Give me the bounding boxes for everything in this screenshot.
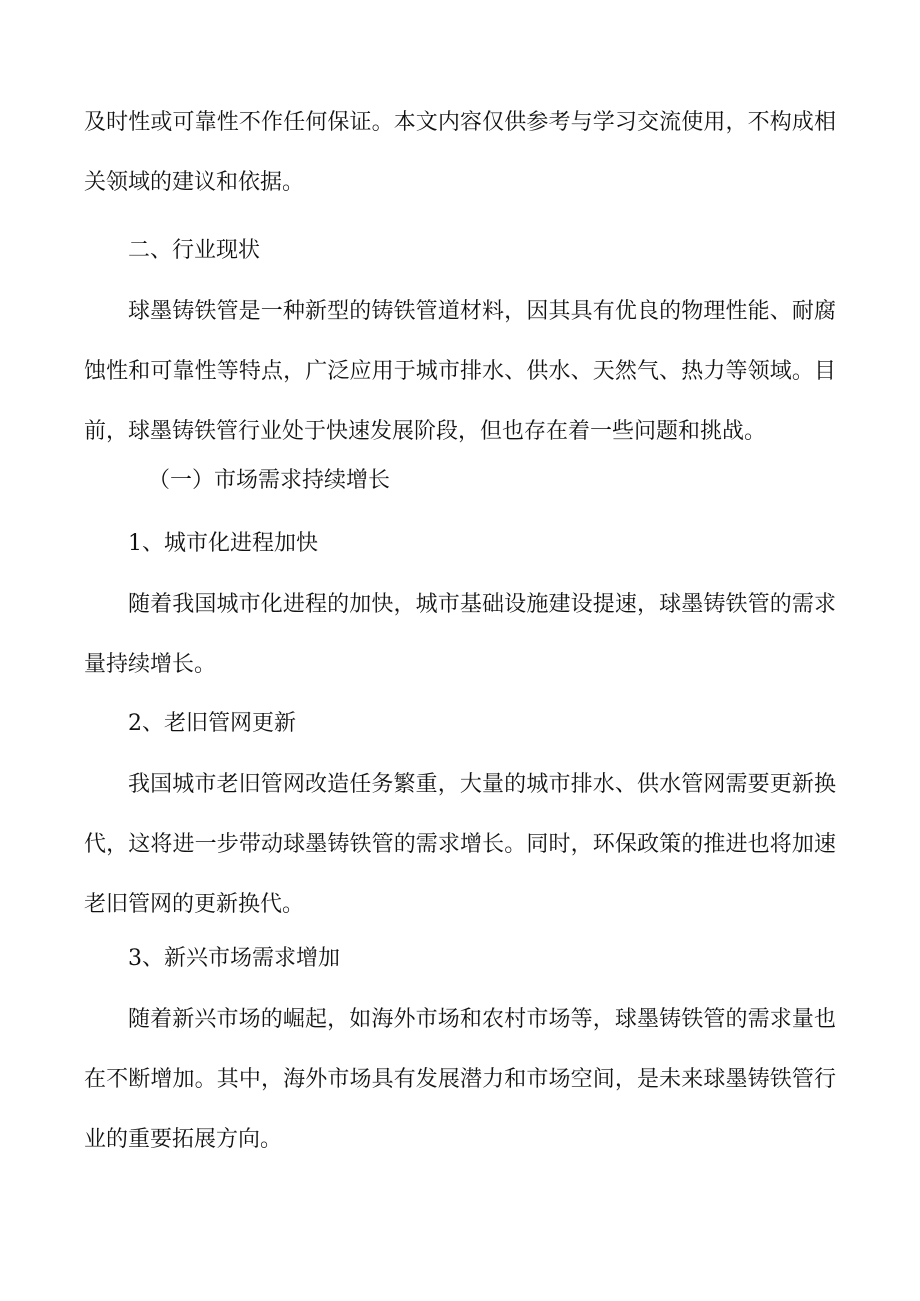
item1-title: 1、城市化进程加快: [128, 531, 318, 556]
subsection-title: （一）市场需求持续增长: [148, 468, 391, 493]
item2-paragraph: 我国城市老旧管网改造任务繁重，大量的城市排水、供水管网需要更新换代，这将进一步带动球墨铸铁管的需求增长。同时，环保政策的推进也将加速老旧管网的更新换代。: [84, 772, 836, 917]
item3-paragraph: 随着新兴市场的崛起，如海外市场和农村市场等，球墨铸铁管的需求量也在不断增加。其中，海外市场具有发展潜力和市场空间，是未来球墨铸铁管行业的重要拓展方向。: [84, 1007, 836, 1152]
intro-tail-paragraph: 及时性或可靠性不作任何保证。本文内容仅供参考与学习交流使用，不构成相关领域的建议和依据。: [84, 110, 836, 195]
item3-title: 3、新兴市场需求增加: [128, 946, 340, 971]
item2-title: 2、老旧管网更新: [128, 711, 296, 736]
item1-paragraph: 随着我国城市化进程的加快，城市基础设施建设提速，球墨铸铁管的需求量持续增长。: [84, 592, 836, 677]
overview-paragraph: 球墨铸铁管是一种新型的铸铁管道材料，因其具有优良的物理性能、耐腐蚀性和可靠性等特点，广泛应用于城市排水、供水、天然气、热力等领域。目前，球墨铸铁管行业处于快速发展阶段，但也存在着一些问题和挑战。: [84, 299, 836, 444]
section-title: 二、行业现状: [128, 238, 261, 263]
